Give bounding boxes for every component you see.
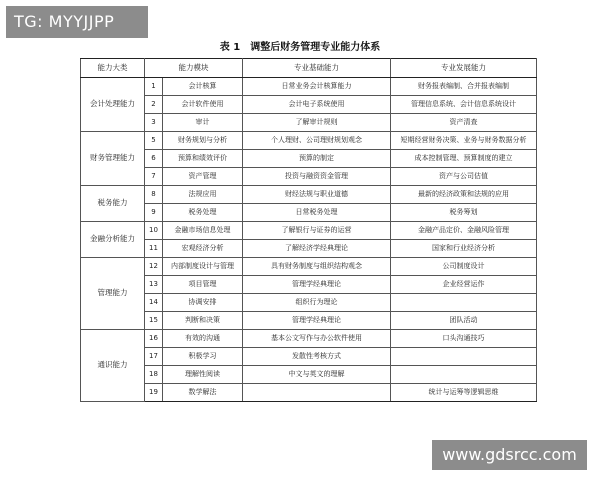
development-ability-cell: [391, 294, 537, 312]
table-row: [81, 222, 537, 240]
module-cell: 理解性阅读: [163, 366, 243, 384]
index-cell: 16: [145, 330, 163, 348]
module-cell: 资产管理: [163, 168, 243, 186]
table-body: [81, 78, 537, 402]
table-row: [81, 150, 537, 168]
index-cell: 9: [145, 204, 163, 222]
table-row: [81, 168, 537, 186]
table-row: [81, 78, 537, 96]
basic-ability-cell: 中文与英文的理解: [243, 366, 391, 384]
table-row: [81, 384, 537, 402]
index-cell: 3: [145, 114, 163, 132]
table-row: [81, 240, 537, 258]
index-cell: 7: [145, 168, 163, 186]
basic-ability-cell: 个人理财、公司理财规划观念: [243, 132, 391, 150]
development-ability-cell: 最新的经济政策和法规的应用: [391, 186, 537, 204]
basic-ability-cell: 了解经济学经典理论: [243, 240, 391, 258]
index-cell: 15: [145, 312, 163, 330]
category-cell: 管理能力: [81, 258, 145, 330]
development-ability-cell: 成本控制管理、预算制度的建立: [391, 150, 537, 168]
module-cell: 协调安排: [163, 294, 243, 312]
development-ability-cell: 金融产品定价、金融风险管理: [391, 222, 537, 240]
module-cell: 数学解法: [163, 384, 243, 402]
index-cell: 10: [145, 222, 163, 240]
module-cell: 积极学习: [163, 348, 243, 366]
watermark-top: TG: MYYJJPP: [6, 6, 148, 38]
category-cell: 税务能力: [81, 186, 145, 222]
ability-table: [80, 58, 537, 402]
development-ability-cell: 管理信息系统、会计信息系统设计: [391, 96, 537, 114]
index-cell: 17: [145, 348, 163, 366]
development-ability-cell: 短期经营财务决策、业务与财务数据分析: [391, 132, 537, 150]
development-ability-cell: [391, 366, 537, 384]
category-cell: 金融分析能力: [81, 222, 145, 258]
development-ability-cell: 税务筹划: [391, 204, 537, 222]
basic-ability-cell: 预算的制定: [243, 150, 391, 168]
index-cell: 18: [145, 366, 163, 384]
category-cell: 会计处理能力: [81, 78, 145, 132]
index-cell: 19: [145, 384, 163, 402]
module-cell: 有效的沟通: [163, 330, 243, 348]
header-module: 能力模块: [145, 59, 243, 78]
header-basic: 专业基础能力: [243, 59, 391, 78]
development-ability-cell: 公司制度设计: [391, 258, 537, 276]
table-row: [81, 312, 537, 330]
module-cell: 宏观经济分析: [163, 240, 243, 258]
table-row: [81, 96, 537, 114]
development-ability-cell: [391, 348, 537, 366]
basic-ability-cell: 了解银行与证券的运营: [243, 222, 391, 240]
development-ability-cell: 资产与公司估值: [391, 168, 537, 186]
module-cell: 会计软件使用: [163, 96, 243, 114]
table-row: [81, 204, 537, 222]
basic-ability-cell: 会计电子系统使用: [243, 96, 391, 114]
index-cell: 2: [145, 96, 163, 114]
header-develop: 专业发展能力: [391, 59, 537, 78]
development-ability-cell: 口头沟通技巧: [391, 330, 537, 348]
category-cell: 财务管理能力: [81, 132, 145, 186]
development-ability-cell: 国家和行业经济分析: [391, 240, 537, 258]
basic-ability-cell: 财经法规与职业道德: [243, 186, 391, 204]
table-row: [81, 276, 537, 294]
module-cell: 会计核算: [163, 78, 243, 96]
header-category: 能力大类: [81, 59, 145, 78]
index-cell: 14: [145, 294, 163, 312]
module-cell: 审计: [163, 114, 243, 132]
table-row: [81, 294, 537, 312]
module-cell: 金融市场信息处理: [163, 222, 243, 240]
index-cell: 11: [145, 240, 163, 258]
basic-ability-cell: 管理学经典理论: [243, 276, 391, 294]
index-cell: 13: [145, 276, 163, 294]
basic-ability-cell: 投资与融资资金管理: [243, 168, 391, 186]
basic-ability-cell: 了解审计规则: [243, 114, 391, 132]
caption-title: 调整后财务管理专业能力体系: [250, 42, 381, 53]
module-cell: 判断和决策: [163, 312, 243, 330]
category-cell: 通识能力: [81, 330, 145, 402]
development-ability-cell: 企业经营运作: [391, 276, 537, 294]
basic-ability-cell: 日常业务会计核算能力: [243, 78, 391, 96]
table-row: [81, 348, 537, 366]
table-row: [81, 186, 537, 204]
module-cell: 内部制度设计与管理: [163, 258, 243, 276]
basic-ability-cell: 日常税务处理: [243, 204, 391, 222]
index-cell: 6: [145, 150, 163, 168]
module-cell: 项目管理: [163, 276, 243, 294]
index-cell: 5: [145, 132, 163, 150]
index-cell: 8: [145, 186, 163, 204]
basic-ability-cell: 基本公文写作与办公软件使用: [243, 330, 391, 348]
module-cell: 财务规划与分析: [163, 132, 243, 150]
table-row: [81, 132, 537, 150]
development-ability-cell: 团队活动: [391, 312, 537, 330]
index-cell: 1: [145, 78, 163, 96]
table-caption: [0, 38, 600, 53]
index-cell: 12: [145, 258, 163, 276]
development-ability-cell: 财务报表编制、合并报表编制: [391, 78, 537, 96]
basic-ability-cell: 具有财务制度与组织结构观念: [243, 258, 391, 276]
header-row: [81, 59, 537, 78]
development-ability-cell: 统计与运筹等逻辑思维: [391, 384, 537, 402]
module-cell: 预算和绩效评价: [163, 150, 243, 168]
table-row: [81, 366, 537, 384]
development-ability-cell: 资产清查: [391, 114, 537, 132]
basic-ability-cell: 发散性考核方式: [243, 348, 391, 366]
table-row: [81, 114, 537, 132]
table-row: [81, 258, 537, 276]
module-cell: 税务处理: [163, 204, 243, 222]
module-cell: 法规应用: [163, 186, 243, 204]
basic-ability-cell: [243, 384, 391, 402]
table-row: [81, 330, 537, 348]
caption-number: 表 1: [219, 42, 241, 53]
basic-ability-cell: 组织行为理论: [243, 294, 391, 312]
watermark-bottom: www.gdsrcc.com: [432, 440, 587, 470]
basic-ability-cell: 管理学经典理论: [243, 312, 391, 330]
